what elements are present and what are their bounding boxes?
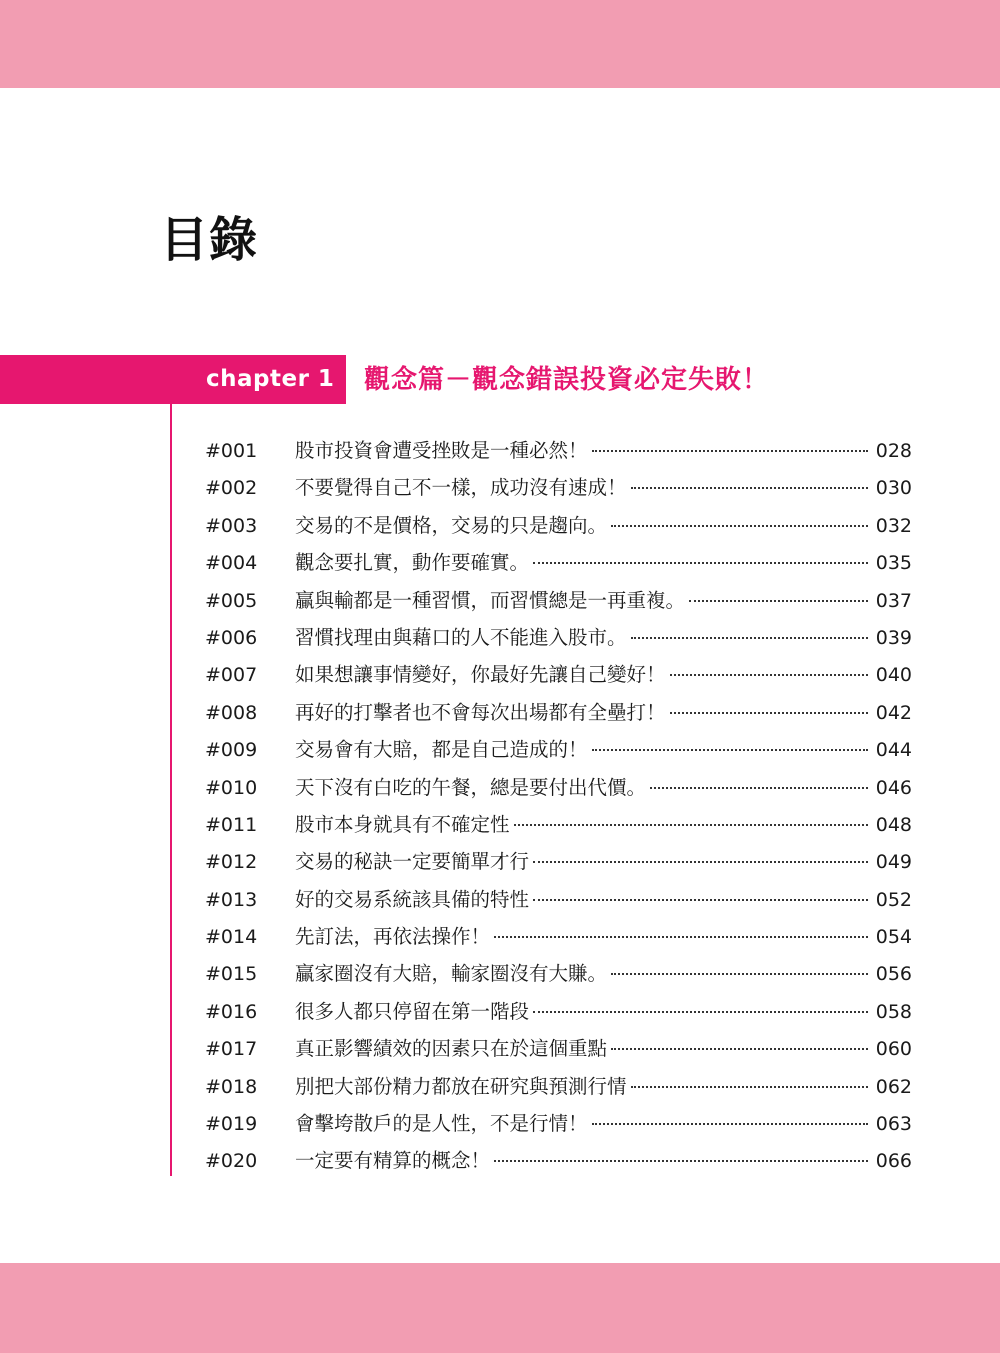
toc-entry[interactable] xyxy=(205,881,912,918)
toc-dot-leader xyxy=(670,674,868,676)
toc-entry-number: #004 xyxy=(205,552,258,575)
toc-entry[interactable] xyxy=(205,619,912,656)
toc-entry[interactable] xyxy=(205,731,912,768)
toc-entry-page: 046 xyxy=(875,776,912,799)
toc-entry-title: 股市本身就具有不確定性 xyxy=(295,812,510,836)
chapter-label: chapter 1 xyxy=(206,366,335,392)
toc-entry[interactable] xyxy=(205,806,912,843)
toc-entry-title: 再好的打擊者也不會每次出場都有全壘打！ xyxy=(295,700,666,724)
toc-entry-title: 一定要有精算的概念！ xyxy=(295,1149,491,1173)
toc-entry[interactable] xyxy=(205,769,912,806)
toc-entry-page: 032 xyxy=(875,514,912,537)
toc-dot-leader xyxy=(533,562,868,564)
toc-entry-page: 062 xyxy=(875,1075,912,1098)
toc-entry[interactable] xyxy=(205,843,912,880)
toc-entry-number: #009 xyxy=(205,739,258,762)
toc-entry-title: 交易的不是價格，交易的只是趨向。 xyxy=(295,513,608,537)
toc-entry-page: 052 xyxy=(875,888,912,911)
toc-entry-page: 054 xyxy=(875,926,912,949)
toc-entry-title: 贏家圈沒有大賠，輸家圈沒有大賺。 xyxy=(295,962,608,986)
toc-entry-number: #014 xyxy=(205,926,258,949)
toc-entry-number: #002 xyxy=(205,477,258,500)
toc-dot-leader xyxy=(514,824,868,826)
bottom-color-band xyxy=(0,1263,1000,1353)
toc-entry-number: #006 xyxy=(205,626,258,649)
toc-entry[interactable] xyxy=(205,507,912,544)
toc-entry-title: 股市投資會遭受挫敗是一種必然！ xyxy=(295,439,588,462)
toc-entry-page: 028 xyxy=(875,440,912,462)
toc-entry-title: 天下沒有白吃的午餐，總是要付出代價。 xyxy=(295,775,647,799)
toc-entry[interactable] xyxy=(205,656,912,693)
toc-entry-number: #012 xyxy=(205,851,258,874)
toc-entry[interactable] xyxy=(205,544,912,581)
toc-entry-number: #011 xyxy=(205,813,258,836)
toc-entry-page: 042 xyxy=(875,701,912,724)
toc-dot-leader xyxy=(611,973,868,975)
toc-dot-leader xyxy=(533,861,868,863)
toc-dot-leader xyxy=(631,637,868,639)
page-title: 目錄 xyxy=(160,212,259,268)
toc-entry[interactable] xyxy=(205,469,912,506)
toc-entry[interactable] xyxy=(205,918,912,955)
toc-dot-leader xyxy=(494,1160,868,1162)
toc-entry-page: 066 xyxy=(875,1150,912,1173)
toc-entry-number: #003 xyxy=(205,514,258,537)
toc-entry-page: 049 xyxy=(875,851,912,874)
toc-entry-number: #015 xyxy=(205,963,258,986)
toc-dot-leader xyxy=(592,749,868,751)
toc-entry-title: 真正影響績效的因素只在於這個重點 xyxy=(295,1037,608,1061)
toc-entry-number: #018 xyxy=(205,1075,258,1098)
toc-entry-number: #007 xyxy=(205,664,258,687)
toc-entry[interactable] xyxy=(205,1030,912,1067)
toc-entry-number: #001 xyxy=(205,440,258,462)
toc-entry-number: #008 xyxy=(205,701,258,724)
toc-entry-title: 贏與輸都是一種習慣，而習慣總是一再重複。 xyxy=(295,588,686,612)
toc-entry-page: 039 xyxy=(875,626,912,649)
toc-dot-leader xyxy=(533,899,868,901)
toc-entry-title: 不要覺得自己不一樣，成功沒有速成！ xyxy=(295,476,627,500)
toc-entry-number: #017 xyxy=(205,1038,258,1061)
toc-entry-page: 060 xyxy=(875,1038,912,1061)
toc-entry-title: 習慣找理由與藉口的人不能進入股市。 xyxy=(295,625,627,649)
toc-entry[interactable] xyxy=(205,1105,912,1142)
toc-entry-number: #019 xyxy=(205,1113,258,1136)
toc-entry-page: 048 xyxy=(875,813,912,836)
toc-entry[interactable] xyxy=(205,993,912,1030)
toc-entry-number: #016 xyxy=(205,1000,258,1023)
toc-entry-page: 044 xyxy=(875,739,912,762)
toc-entry-title: 交易的秘訣一定要簡單才行 xyxy=(295,850,530,874)
toc-entry-page: 030 xyxy=(875,477,912,500)
toc-entry[interactable] xyxy=(205,582,912,619)
toc-entry-number: #020 xyxy=(205,1150,258,1173)
toc-entry-title: 如果想讓事情變好，你最好先讓自己變好！ xyxy=(295,663,666,687)
toc-dot-leader xyxy=(592,1123,868,1125)
toc-dot-leader xyxy=(689,600,868,602)
toc-dot-leader xyxy=(592,450,868,452)
toc-dot-leader xyxy=(611,525,868,527)
top-color-band xyxy=(0,0,1000,88)
toc-entry-title: 先訂法，再依法操作！ xyxy=(295,925,491,949)
toc-entry-page: 058 xyxy=(875,1000,912,1023)
toc-entry-page: 056 xyxy=(875,963,912,986)
toc-dot-leader xyxy=(631,1086,868,1088)
toc-entry-page: 037 xyxy=(875,589,912,612)
toc-entry[interactable] xyxy=(205,432,912,469)
toc-entry-number: #005 xyxy=(205,589,258,612)
toc-entry[interactable] xyxy=(205,1142,912,1179)
toc-entry-number: #013 xyxy=(205,888,258,911)
toc-entry-page: 035 xyxy=(875,552,912,575)
toc-entry-title: 好的交易系統該具備的特性 xyxy=(295,887,530,911)
toc-entry-number: #010 xyxy=(205,776,258,799)
toc-dot-leader xyxy=(494,936,868,938)
toc-dot-leader xyxy=(533,1011,868,1013)
toc-entry-title: 交易會有大賠，都是自己造成的！ xyxy=(295,738,588,762)
toc-entry-title: 別把大部份精力都放在研究與預測行情 xyxy=(295,1074,627,1098)
toc-dot-leader xyxy=(631,487,868,489)
toc-entry-title: 很多人都只停留在第一階段 xyxy=(295,999,530,1023)
toc-entry-title: 會擊垮散戶的是人性，不是行情！ xyxy=(295,1112,588,1136)
chapter-title: 觀念篇－觀念錯誤投資必定失敗！ xyxy=(364,365,770,395)
toc-dot-leader xyxy=(650,787,868,789)
toc-dot-leader xyxy=(611,1048,868,1050)
toc-entry-title: 觀念要扎實，動作要確實。 xyxy=(295,551,530,575)
toc-entry[interactable] xyxy=(205,694,912,731)
toc-entry[interactable] xyxy=(205,955,912,992)
toc-entry-page: 063 xyxy=(875,1113,912,1136)
chapter-vertical-rule xyxy=(170,404,172,1176)
toc-entry[interactable] xyxy=(205,1068,912,1105)
toc-list xyxy=(205,432,912,1180)
toc-dot-leader xyxy=(670,712,868,714)
toc-entry-page: 040 xyxy=(875,664,912,687)
